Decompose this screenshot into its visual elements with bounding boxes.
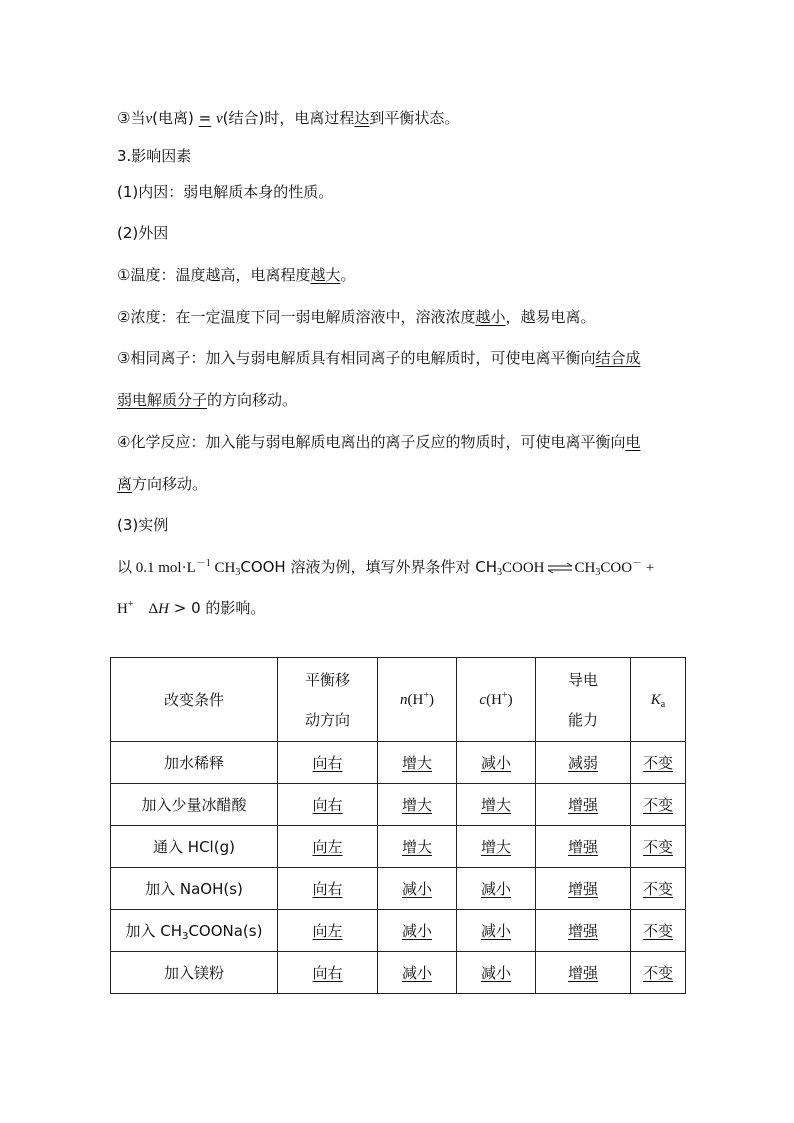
row-conductivity [536, 952, 631, 994]
table-row [111, 910, 686, 952]
row-n-h [378, 784, 457, 826]
row-n-h [378, 952, 457, 994]
ionization-table [110, 657, 686, 994]
row-conductivity [536, 826, 631, 868]
answer-blank: 增大 [480, 796, 511, 814]
subscript: 3 [235, 567, 241, 578]
row-ka [631, 910, 686, 952]
row-conductivity [536, 784, 631, 826]
header-conductivity [536, 658, 631, 742]
answer-blank: 增大 [401, 838, 432, 856]
row-condition: 加入镁粉 [111, 952, 278, 994]
row-n-h [378, 868, 457, 910]
row-shift [278, 742, 378, 784]
text: + [642, 560, 655, 576]
answer-blank: 减小 [480, 922, 511, 940]
text: (结合)时，电离过程 [222, 109, 355, 127]
symbol-v: v [145, 111, 153, 127]
answer-blank: 减小 [401, 880, 432, 898]
row-ka [631, 826, 686, 868]
answer-blank: 弱电解质分子 [117, 391, 208, 409]
answer-blank: 不变 [642, 880, 673, 898]
row-c-h [457, 952, 536, 994]
text-line-equilibrium [117, 108, 459, 129]
text-line-reaction [117, 432, 640, 452]
header-c-h [457, 658, 536, 742]
superscript: －1 [195, 558, 211, 569]
answer-blank: 向右 [312, 796, 343, 814]
answer-blank: 增大 [401, 754, 432, 772]
symbol-v: v [215, 111, 223, 127]
answer-blank: 结合成 [595, 349, 641, 367]
text-line-temperature [117, 265, 355, 285]
text-line-common-ion-cont [117, 390, 297, 410]
text: CH [574, 560, 596, 576]
row-n-h [378, 742, 457, 784]
table-row [111, 784, 686, 826]
row-c-h [457, 868, 536, 910]
row-shift [278, 868, 378, 910]
header-text: (H [407, 692, 424, 708]
symbol-n: n [400, 692, 408, 708]
header-text: 能力 [567, 710, 598, 729]
answer-blank: 向右 [312, 880, 343, 898]
answer-blank: 不变 [642, 796, 673, 814]
answer-blank: 增大 [401, 796, 432, 814]
row-condition: 加入少量冰醋酸 [111, 784, 278, 826]
header-text: 动方向 [304, 710, 350, 729]
subscript: a [660, 699, 666, 710]
row-ka [631, 784, 686, 826]
row-condition [111, 910, 278, 952]
answer-blank: 向左 [312, 922, 343, 940]
answer-blank: 越大 [310, 266, 341, 284]
text-line: (1)内因：弱电解质本身的性质。 [117, 183, 334, 201]
row-ka [631, 868, 686, 910]
row-c-h [457, 826, 536, 868]
answer-blank: 达 [354, 109, 370, 127]
row-condition: 加入 NaOH(s) [111, 868, 278, 910]
row-conductivity [536, 868, 631, 910]
row-conductivity [536, 742, 631, 784]
answer-blank: 增强 [567, 964, 598, 982]
text: ③当 [117, 109, 146, 127]
answer-blank: 减小 [401, 964, 432, 982]
header-shift [278, 658, 378, 742]
answer-blank: 减小 [401, 922, 432, 940]
answer-blank: 增大 [480, 838, 511, 856]
answer-blank: 离 [117, 475, 133, 493]
answer-blank: = [198, 109, 212, 127]
answer-blank: 减小 [480, 964, 511, 982]
text: > 0 的影响。 [168, 599, 266, 617]
text: COO [600, 560, 633, 576]
symbol-h: H [158, 601, 169, 617]
header-n-h [378, 658, 457, 742]
row-shift [278, 826, 378, 868]
header-text: (H [486, 692, 502, 708]
table-row [111, 826, 686, 868]
table-row [111, 952, 686, 994]
subscript: 3 [182, 931, 189, 942]
answer-blank: 向右 [312, 754, 343, 772]
header-text: 导电 [567, 670, 598, 689]
text: 到平衡状态。 [369, 109, 460, 127]
text: Δ [133, 601, 159, 617]
header-text: ) [507, 692, 513, 708]
row-shift [278, 784, 378, 826]
text: H [117, 601, 128, 617]
answer-blank: 减弱 [567, 754, 598, 772]
symbol-c: c [479, 692, 487, 708]
subscript: 3 [497, 567, 503, 578]
answer-blank: 增强 [567, 796, 598, 814]
text: 方向移动。 [132, 475, 208, 493]
text-line-example-cont [117, 598, 265, 619]
superscript: + [501, 690, 508, 701]
row-conductivity [536, 910, 631, 952]
row-condition: 加水稀释 [111, 742, 278, 784]
text: ，越易电离。 [505, 308, 596, 326]
answer-blank: 增强 [567, 922, 598, 940]
superscript: － [632, 558, 643, 569]
answer-blank: 向右 [312, 964, 343, 982]
row-shift [278, 952, 378, 994]
text: ②浓度：在一定温度下同一弱电解质溶液中，溶液浓度 [117, 308, 476, 326]
superscript: + [423, 690, 429, 701]
text: CH [210, 560, 236, 576]
text-line-reaction-cont [117, 474, 207, 494]
text: COOH 溶液为例，填写外界条件对 CH [240, 558, 498, 576]
answer-blank: 不变 [642, 838, 673, 856]
answer-blank: 增强 [567, 838, 598, 856]
text: ④化学反应：加入能与弱电解质电离出的离子反应的物质时，可使电离平衡向 [117, 433, 626, 451]
table-row [111, 742, 686, 784]
subscript: 3 [595, 567, 601, 578]
table-header-row [111, 658, 686, 742]
row-ka [631, 742, 686, 784]
text: 以 0.1 mol·L [117, 560, 196, 576]
section-heading: 3.影响因素 [117, 147, 192, 165]
row-n-h [378, 910, 457, 952]
text: COONa(s) [188, 922, 263, 940]
answer-blank: 不变 [642, 754, 673, 772]
answer-blank: 不变 [642, 922, 673, 940]
text-line-concentration [117, 307, 595, 327]
row-c-h [457, 910, 536, 952]
header-text: 平衡移 [304, 670, 350, 689]
row-c-h [457, 742, 536, 784]
answer-blank: 减小 [480, 880, 511, 898]
symbol-k: K [650, 692, 661, 708]
table-row [111, 868, 686, 910]
header-text: ) [428, 692, 434, 708]
text: COOH [502, 560, 545, 576]
header-ka [631, 658, 686, 742]
answer-blank: 不变 [642, 964, 673, 982]
text: (电离) [152, 109, 194, 127]
answer-blank: 减小 [480, 754, 511, 772]
reversible-arrow-icon [547, 562, 573, 574]
answer-blank: 增强 [567, 880, 598, 898]
row-condition: 通入 HCl(g) [111, 826, 278, 868]
text-line-example [117, 557, 654, 578]
text: 的方向移动。 [207, 391, 298, 409]
text: 。 [340, 266, 356, 284]
row-shift [278, 910, 378, 952]
text: ③相同离子：加入与弱电解质具有相同离子的电解质时，可使电离平衡向 [117, 349, 596, 367]
answer-blank: 向左 [312, 838, 343, 856]
superscript: + [127, 599, 134, 610]
row-ka [631, 952, 686, 994]
row-n-h [378, 826, 457, 868]
answer-blank: 越小 [475, 308, 506, 326]
text: 加入 CH [125, 922, 183, 940]
header-condition: 改变条件 [111, 658, 278, 742]
text-line: (2)外因 [117, 224, 169, 242]
text: ①温度：温度越高，电离程度 [117, 266, 311, 284]
answer-blank: 电 [625, 433, 641, 451]
row-c-h [457, 784, 536, 826]
text-line: (3)实例 [117, 516, 169, 534]
text-line-common-ion [117, 348, 640, 368]
